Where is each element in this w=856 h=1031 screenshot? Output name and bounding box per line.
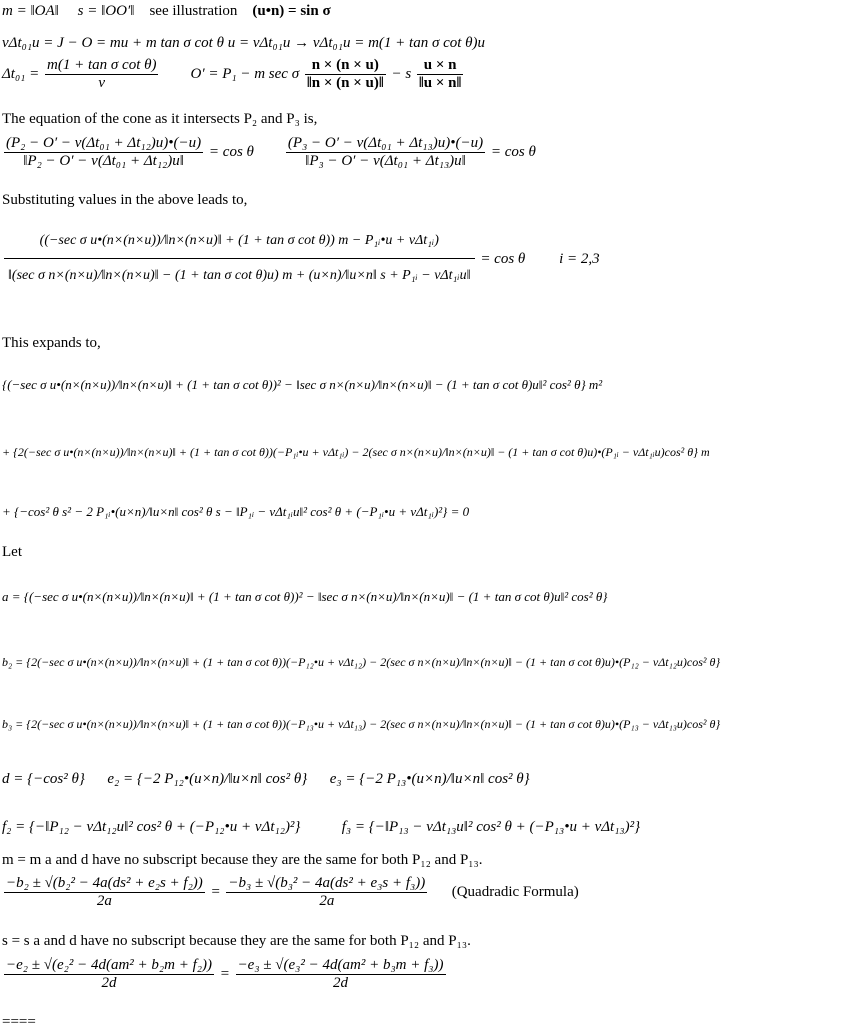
eq-f3: f₃ = {−‖P₁₃ − vΔt₁₃u‖² cos² θ + (−P₁₃•u + vΔt₁₃)²} (341, 819, 641, 835)
eq-e2: e₂ = {−2 P₁₂•(u×n)/‖u×n‖ cos² θ} (107, 771, 308, 787)
eq-b3: b₃ = {2(−sec σ u•(n×(n×u))/‖n×(n×u)‖ + (1 + tan σ cot θ))(−P₁₃•u + vΔt₁₃) − 2(sec σ n×(n×u)/‖n×(n×u)‖ − (1 + tan σ cot θ)u)•(P₁₃ − vΔt₁₃u)cos² θ} (2, 717, 721, 731)
q4-den: 2d (236, 974, 446, 991)
q2-fraction (226, 876, 427, 909)
o-prime-mid: − s (391, 65, 412, 82)
cone2-num: (P₂ − O′ − v(Δt₀₁ + Δt₁₂)u)•(−u) (6, 135, 202, 151)
s-note: s = s a and d have no subscript because they are the same for both P₁₂ and P₁₃. (2, 933, 471, 949)
intro-line (2, 4, 331, 19)
cone3-fraction (286, 136, 485, 169)
eq-substituted (2, 222, 600, 297)
q1-num: −b₂ ± √(b₂² − 4a(ds² + e₂s + f₂)) (6, 875, 203, 891)
dt01-lhs: Δt₀₁ = (2, 65, 40, 82)
o-prime-frac1 (305, 58, 386, 91)
o-prime-frac1-den: ‖n × (n × u)‖ (306, 75, 384, 91)
o-prime-frac2 (417, 58, 463, 91)
cone2-den: ‖P₂ − O′ − v(Δt₀₁ + Δt₁₂)u‖ (4, 152, 203, 169)
cone2-cos: = cos θ (208, 143, 254, 160)
substituted-num: ((−sec σ u•(n×(n×u))/‖n×(n×u)‖ + (1 + tan σ cot θ)) m − P₁ᵢ•u + vΔt₁ᵢ) (39, 233, 439, 248)
eq-f2: f₂ = {−‖P₁₂ − vΔt₁₂u‖² cos² θ + (−P₁₂•u + vΔt₁₂)²} (2, 819, 301, 835)
m-note: m = m a and d have no subscript because they are the same for both P₁₂ and P₁₃. (2, 852, 483, 868)
cone2-fraction (4, 136, 203, 169)
o-prime-frac2-den: ‖u × n‖ (418, 75, 462, 91)
dt01-num: m(1 + tan σ cot θ) (47, 57, 157, 73)
eq-quadratic-m (2, 876, 579, 909)
cone-text: The equation of the cone as it intersects P₂ and P₃ is, (2, 111, 318, 127)
let-text: Let (2, 544, 22, 560)
eq-cone (2, 136, 536, 169)
q1-den: 2a (4, 892, 205, 909)
substituted-fraction (4, 222, 475, 297)
eq-d: d = {−cos² θ} (2, 771, 85, 787)
q2-den: 2a (226, 892, 427, 909)
q-equals-1: = (210, 883, 221, 900)
dt01-den: v (45, 74, 158, 91)
cone3-cos: = cos θ (490, 143, 536, 160)
eq-expand-1: {(−sec σ u•(n×(n×u))/‖n×(n×u)‖ + (1 + tan σ cot θ))² − ‖sec σ n×(n×u)/‖n×(n×u)‖ − (1 + tan σ cot θ)u‖² cos² θ} m² (2, 377, 603, 392)
q3-den: 2d (4, 974, 214, 991)
substituted-index: i = 2,3 (559, 250, 600, 267)
substituted-cos: = cos θ (480, 250, 526, 267)
q1-fraction (4, 876, 205, 909)
eq-b2: b₂ = {2(−sec σ u•(n×(n×u))/‖n×(n×u)‖ + (1 + tan σ cot θ))(−P₁₂•u + vΔt₁₂) − 2(sec σ n×(n×u)/‖n×(n×u)‖ − (1 + tan σ cot θ)u)•(P₁₂ − vΔt₁₂u)cos² θ} (2, 655, 721, 669)
expands-text: This expands to, (2, 335, 101, 351)
def-s: s = ‖OO′‖ (77, 3, 135, 19)
see-illustration: see illustration (149, 3, 238, 19)
eq-velocity: vΔt₀₁u = J − O = mu + m tan σ cot θ u = vΔt₀₁u → vΔt₀₁u = m(1 + tan σ cot θ)u (2, 35, 486, 51)
cone3-den: ‖P₃ − O′ − v(Δt₀₁ + Δt₁₃)u‖ (286, 152, 485, 169)
eq-dt01 (2, 58, 465, 91)
eq-a: a = {(−sec σ u•(n×(n×u))/‖n×(n×u)‖ + (1 + tan σ cot θ))² − ‖sec σ n×(n×u)/‖n×(n×u)‖ − (1 + tan σ cot θ)u‖² cos² θ} (2, 589, 608, 604)
q3-fraction (4, 958, 214, 991)
q-equals-2: = (219, 965, 230, 982)
eq-expand-2: + {2(−sec σ u•(n×(n×u))/‖n×(n×u)‖ + (1 + tan σ cot θ))(−P₁ᵢ•u + vΔt₁ᵢ) − 2(sec σ n×(n×u)/‖n×(n×u)‖ − (1 + tan σ cot θ)u)•(P₁ᵢ − vΔt₁ᵢu)cos² θ} m (2, 445, 710, 459)
cone3-num: (P₃ − O′ − v(Δt₀₁ + Δt₁₃)u)•(−u) (287, 135, 484, 151)
q4-num: −e₃ ± √(e₃² − 4d(am² + b₃m + f₃)) (237, 957, 444, 973)
eq-e3: e₃ = {−2 P₁₃•(u×n)/‖u×n‖ cos² θ} (329, 771, 530, 787)
def-m: m = ‖OA‖ (2, 3, 59, 19)
end-marker: ==== (2, 1014, 36, 1030)
u-dot-n: (u•n) = sin σ (252, 3, 331, 19)
o-prime-frac1-num: n × (n × u) (311, 57, 379, 73)
eq-quadratic-s (2, 958, 448, 991)
eq-expand-3: + {−cos² θ s² − 2 P₁ᵢ•(u×n)/‖u×n‖ cos² θ s − ‖P₁ᵢ − vΔt₁ᵢu‖² cos² θ + (−P₁ᵢ•u + vΔt₁ᵢ)²} = 0 (2, 504, 470, 519)
eq-d-e (2, 772, 530, 787)
q4-fraction (236, 958, 446, 991)
quad-label: (Quadradic Formula) (451, 883, 579, 900)
o-prime-frac2-num: u × n (423, 57, 457, 73)
q3-num: −e₂ ± √(e₂² − 4d(am² + b₂m + f₂)) (6, 957, 212, 973)
q2-num: −b₃ ± √(b₃² − 4a(ds² + e₃s + f₃)) (228, 875, 426, 891)
eq-f (2, 820, 640, 835)
subst-text: Substituting values in the above leads to, (2, 192, 248, 208)
o-prime-lhs: O′ = P₁ − m sec σ (190, 65, 300, 82)
substituted-den: ‖(sec σ n×(n×u)/‖n×(n×u)‖ − (1 + tan σ cot θ)u) m + (u×n)/‖u×n‖ s + P₁ᵢ − vΔt₁ᵢu‖ (4, 258, 475, 297)
dt01-fraction (45, 58, 158, 91)
